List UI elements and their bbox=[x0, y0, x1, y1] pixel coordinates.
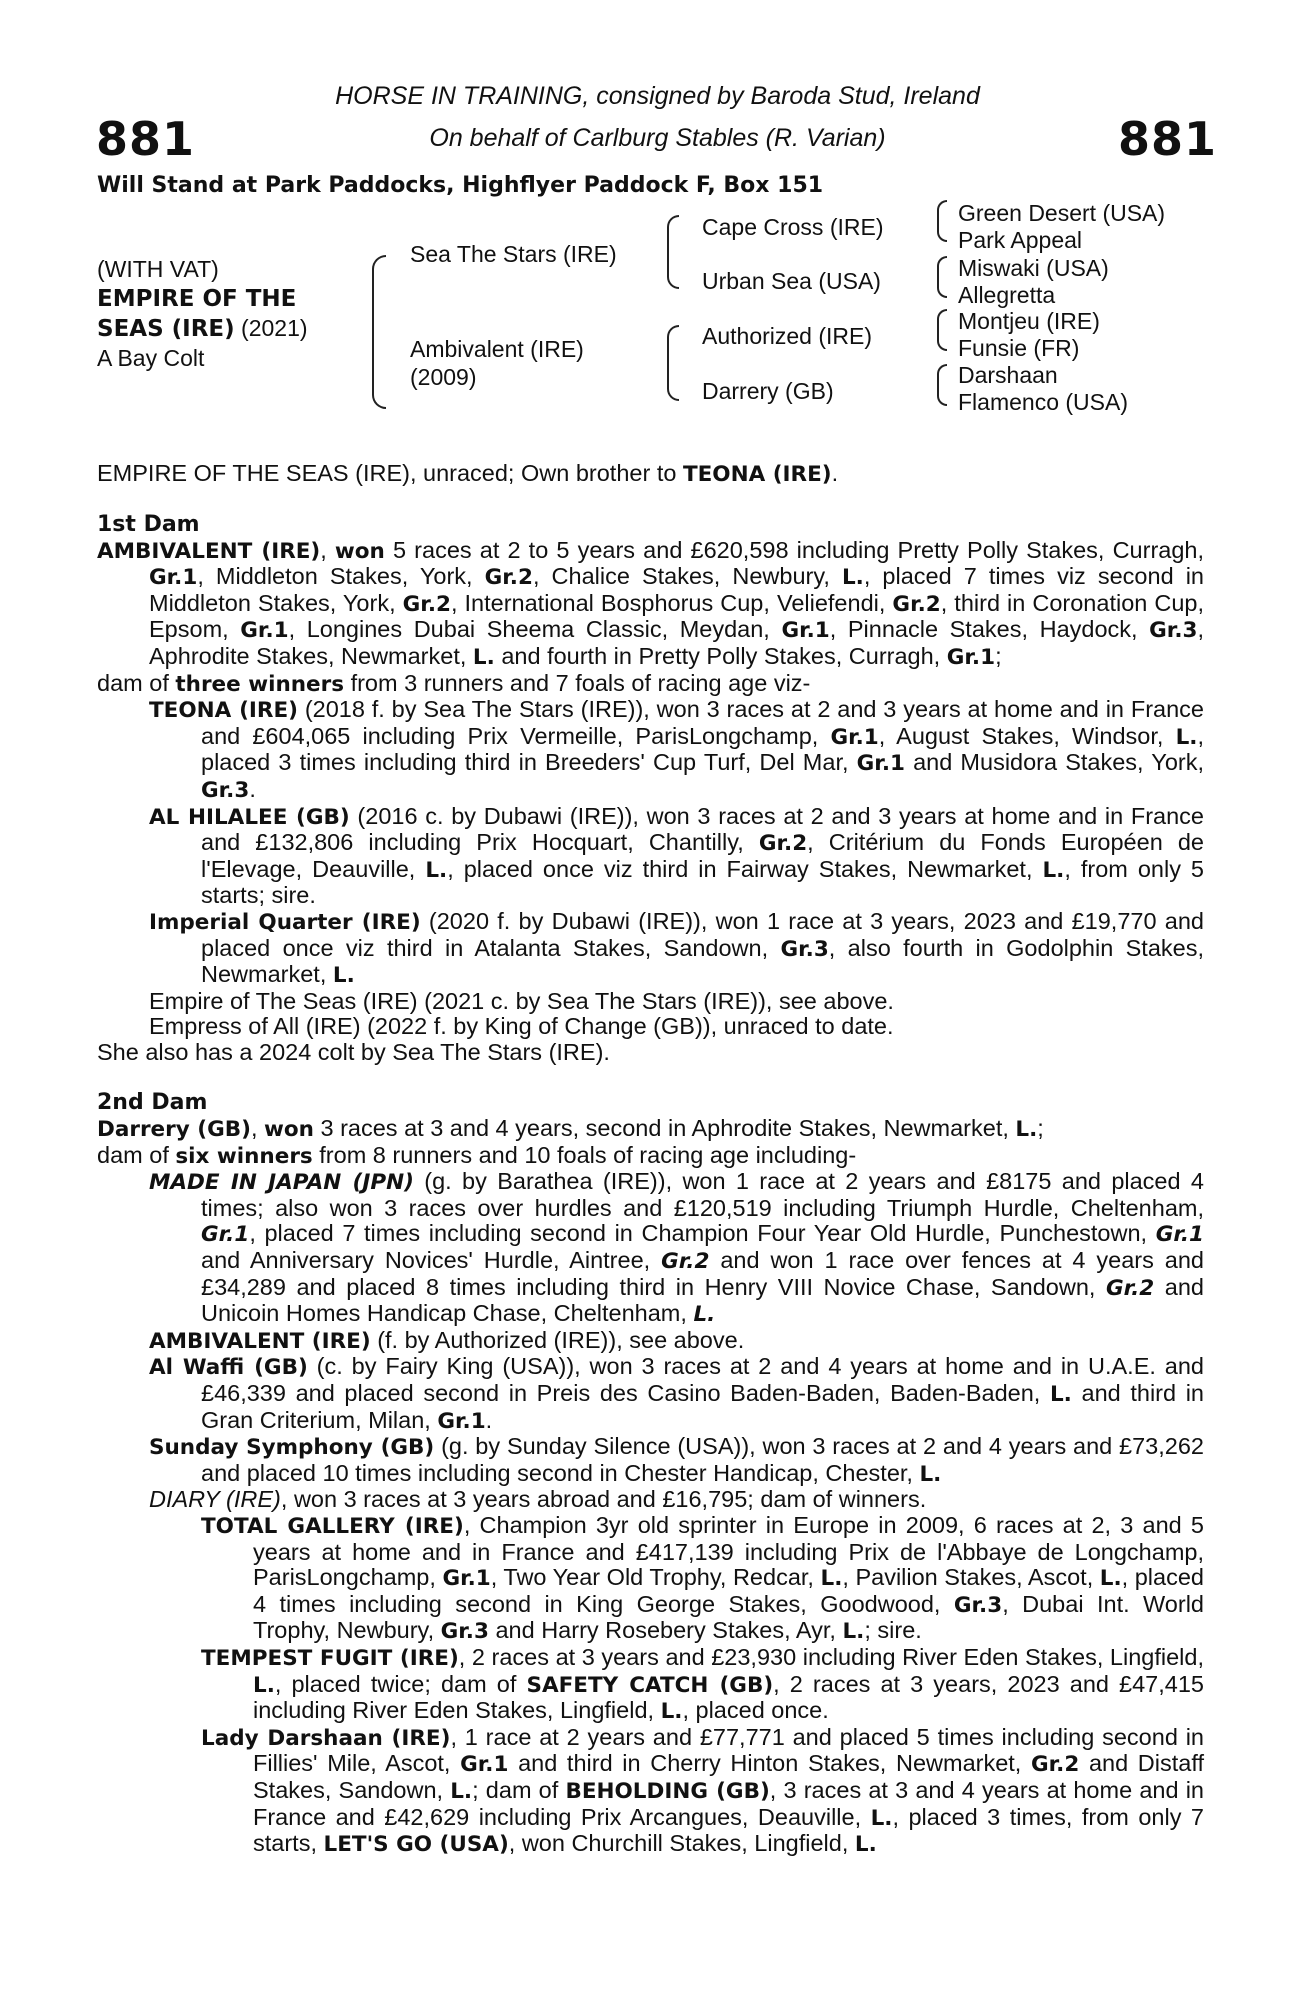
pedigree-ddd: Flamenco (USA) bbox=[958, 389, 1128, 415]
pedigree-dam: Ambivalent (IRE) bbox=[410, 336, 584, 362]
offspring-diary: DIARY (IRE), won 3 races at 3 years abroad and £16,795; dam of winners. bbox=[149, 1486, 927, 1513]
pedigree-dam-year: (2009) bbox=[410, 364, 477, 390]
pedigree-sire: Sea The Stars (IRE) bbox=[410, 241, 617, 267]
grand-offspring-tempest-fugit: TEMPEST FUGIT (IRE), 2 races at 3 years and £23,930 including River Eden Stakes, Lingfield, L., placed twice; dam of SAFETY CATCH (GB), 2 races at 3 years, 2023 and £47,415 including River Eden Stakes, Lingfield, L., placed once. bbox=[201, 1643, 1204, 1725]
grand-offspring-total-gallery: TOTAL GALLERY (IRE), Champion 3yr old sprinter in Europe in 2009, 6 races at 2, 3 and 5 years at home and in France and £417,139 including Prix de l'Abbaye de Longchamp, ParisLongchamp, Gr.1, Two Year Old Trophy, Redcar, L., Pavilion Stakes, Ascot, L., placed 4 times including second in King George Stakes, Goodwood, Gr.3, Dubai Int. World Trophy, Newbury, Gr.3 and Harry Rosebery Stakes, Ayr, L.; sire. bbox=[201, 1511, 1205, 1645]
offspring-empress-of-all: Empress of All (IRE) (2022 f. by King of Change (GB)), unraced to date. bbox=[149, 1013, 894, 1040]
pedigree-gen3-sd bbox=[958, 255, 1109, 309]
second-dam-heading: 2nd Dam bbox=[97, 1090, 208, 1116]
offspring-sunday-symphony: Sunday Symphony (GB) (g. by Sunday Silence (USA)), won 3 races at 2 and 4 years and £73,262 and placed 10 times including second in Chester Handicap, Chester, L. bbox=[149, 1433, 1204, 1487]
pedigree-bracket-gen1 bbox=[372, 255, 386, 409]
pedigree-bracket-sd bbox=[937, 256, 947, 298]
horse-year: (2021) bbox=[241, 315, 308, 341]
pedigree-gen3-dd bbox=[958, 362, 1128, 416]
offspring-teona: TEONA (IRE) (2018 f. by Sea The Stars (IRE)), won 3 races at 2 and 3 years at home and in France and £604,065 including Prix Vermeille, ParisLongchamp, Gr.1, August Stakes, Windsor, L., placed 3 times including third in Breeders' Cup Turf, Del Mar, Gr.1 and Musidora Stakes, York, Gr.3. bbox=[149, 696, 1204, 803]
horse-name-line1: EMPIRE OF THE bbox=[97, 286, 297, 312]
pedigree-sire-dam: Urban Sea (USA) bbox=[702, 268, 881, 294]
grand-offspring-lady-darshaan: Lady Darshaan (IRE), 1 race at 2 years and £77,771 and placed 5 times including second in Fillies' Mile, Ascot, Gr.1 and third in Cherry Hinton Stakes, Newmarket, Gr.2 and Distaff Stakes, Sandown, L.; dam of BEHOLDING (GB), 3 races at 3 and 4 years at home and in France and £42,629 including Prix Arcangues, Deauville, L., placed 3 times, from only 7 starts, LET'S GO (USA), won Churchill Stakes, Lingfield, L. bbox=[201, 1723, 1204, 1858]
offspring-made-in-japan: MADE IN JAPAN (JPN) (g. by Barathea (IRE)), won 1 race at 2 years and £8175 and placed 4 times; also won 3 races over hurdles and £120,519 including Triumph Hurdle, Cheltenham, Gr.1, placed 7 times including second in Champion Four Year Old Hurdle, Punchestown, Gr.1 and Anniversary Novices' Hurdle, Aintree, Gr.2 and won 1 race over fences at 4 years and £34,289 and placed 8 times including third in Henry VIII Novice Chase, Sandown, Gr.2 and Unicoin Homes Handicap Chase, Cheltenham, L. bbox=[149, 1168, 1204, 1328]
pedigree-dss: Montjeu (IRE) bbox=[958, 308, 1100, 334]
catalogue-body bbox=[97, 512, 1204, 1858]
header-agent: On behalf of Carlburg Stables (R. Varian) bbox=[429, 124, 886, 152]
summary-line: EMPIRE OF THE SEAS (IRE), unraced; Own brother to TEONA (IRE). bbox=[97, 460, 839, 487]
pedigree-bracket-sire bbox=[667, 215, 679, 289]
pedigree-sss: Green Desert (USA) bbox=[958, 200, 1166, 226]
pedigree-dds: Darshaan bbox=[958, 362, 1058, 388]
pedigree-gen3-ss bbox=[958, 200, 1165, 254]
offspring-al-waffi: Al Waffi (GB) (c. by Fairy King (USA)), won 3 races at 2 and 4 years at home and in U.A.E. and £46,339 and placed second in Preis des Casino Baden-Baden, Baden-Baden, L. and third in Gran Criterium, Milan, Gr.1. bbox=[149, 1353, 1204, 1434]
first-dam-record: AMBIVALENT (IRE), won 5 races at 2 to 5 years and £620,598 including Pretty Polly Stakes, Curragh, Gr.1, Middleton Stakes, York, Gr.2, Chalice Stakes, Newbury, L., placed 7 times viz second in Middleton Stakes, York, Gr.2, International Bosphorus Cup, Veliefendi, Gr.2, third in Coronation Cup, Epsom, Gr.1, Longines Dubai Sheema Classic, Meydan, Gr.1, Pinnacle Stakes, Haydock, Gr.3, Aphrodite Stakes, Newmarket, L. and fourth in Pretty Polly Stakes, Curragh, Gr.1; bbox=[97, 536, 1205, 670]
pedigree-sire-sire: Cape Cross (IRE) bbox=[702, 214, 884, 240]
pedigree-sdd: Allegretta bbox=[958, 282, 1056, 308]
vat-label: (WITH VAT) bbox=[97, 256, 219, 282]
offspring-ambivalent: AMBIVALENT (IRE) (f. by Authorized (IRE)), see above. bbox=[149, 1326, 745, 1354]
pedigree-bracket-ds bbox=[937, 309, 947, 351]
first-dam-also-has: She also has a 2024 colt by Sea The Stars (IRE). bbox=[97, 1038, 610, 1065]
header-consignor: HORSE IN TRAINING, consigned by Baroda Stud, Ireland bbox=[335, 82, 980, 110]
horse-description: A Bay Colt bbox=[97, 345, 205, 371]
pedigree-dsd: Funsie (FR) bbox=[958, 335, 1080, 361]
pedigree-bracket-ss bbox=[937, 200, 947, 242]
pedigree-dam-dam: Darrery (GB) bbox=[702, 378, 834, 404]
pedigree-sds: Miswaki (USA) bbox=[958, 255, 1109, 281]
lot-number-right: 881 bbox=[1118, 112, 1218, 166]
stable-location: Will Stand at Park Paddocks, Highflyer Paddock F, Box 151 bbox=[97, 173, 824, 198]
pedigree-bracket-dam bbox=[667, 325, 679, 401]
second-dam-record: Darrery (GB), won 3 races at 3 and 4 years, second in Aphrodite Stakes, Newmarket, L.; bbox=[97, 1115, 1044, 1143]
offspring-imperial-quarter: Imperial Quarter (IRE) (2020 f. by Dubawi (IRE)), won 1 race at 3 years, 2023 and £19,770 and placed once viz third in Atalanta Stakes, Sandown, Gr.3, also fourth in Godolphin Stakes, Newmarket, L. bbox=[149, 907, 1204, 989]
lot-number-left: 881 bbox=[96, 112, 196, 166]
first-dam-produce-summary: dam of three winners from 3 runners and 7 foals of racing age viz- bbox=[97, 669, 811, 697]
pedigree-ssd: Park Appeal bbox=[958, 227, 1083, 253]
second-dam-produce-summary: dam of six winners from 8 runners and 10 foals of racing age including- bbox=[97, 1141, 857, 1169]
horse-identity bbox=[97, 255, 308, 373]
pedigree-gen3-ds bbox=[958, 308, 1100, 362]
pedigree-bracket-dd bbox=[937, 364, 947, 406]
first-dam-heading: 1st Dam bbox=[97, 512, 200, 537]
horse-name-line2: SEAS (IRE) bbox=[97, 316, 235, 342]
offspring-empire-of-the-seas: Empire of The Seas (IRE) (2021 c. by Sea The Stars (IRE)), see above. bbox=[149, 987, 894, 1014]
pedigree-dam-sire: Authorized (IRE) bbox=[702, 323, 873, 349]
offspring-al-hilalee: AL HILALEE (GB) (2016 c. by Dubawi (IRE)), won 3 races at 2 and 3 years at home and in France and £132,806 including Prix Hocquart, Chantilly, Gr.2, Critérium du Fonds Européen de l'Elevage, Deauville, L., placed once viz third in Fairway Stakes, Newmarket, L., from only 5 starts; sire. bbox=[149, 802, 1205, 909]
